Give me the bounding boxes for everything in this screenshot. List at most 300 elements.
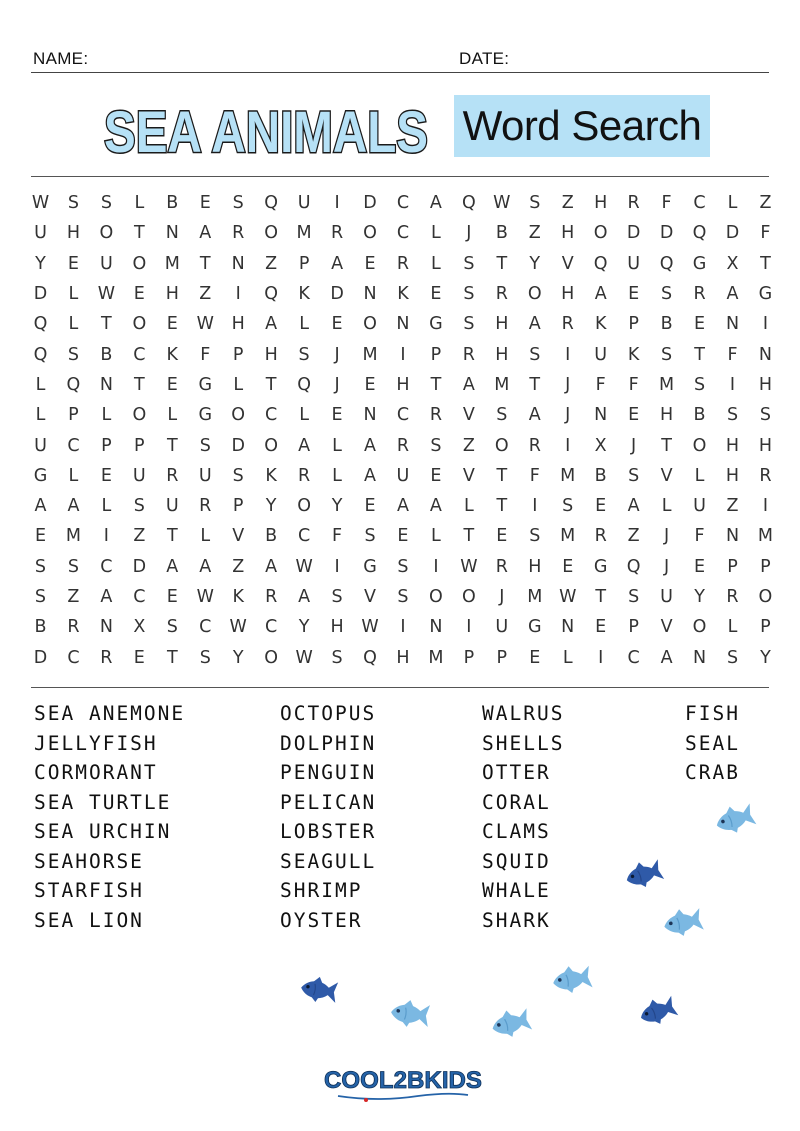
grid-letter: A <box>429 496 442 517</box>
grid-letter: E <box>694 314 706 335</box>
grid-letter: I <box>466 617 472 638</box>
grid-letter: T <box>496 253 508 274</box>
word-item: SEA URCHIN <box>34 820 172 843</box>
grid-letter: B <box>166 193 179 214</box>
grid-row <box>24 279 782 309</box>
grid-letter: F <box>332 526 343 547</box>
grid-letter: P <box>101 435 112 456</box>
grid-letter: L <box>727 617 738 638</box>
grid-letter: A <box>331 253 344 274</box>
grid-letter: E <box>199 193 211 214</box>
title-block <box>0 94 800 165</box>
grid-letter: O <box>132 405 147 426</box>
grid-letter: H <box>758 435 773 456</box>
grid-letter: K <box>232 587 244 607</box>
grid-letter: N <box>725 526 740 547</box>
name-date-line <box>31 72 769 73</box>
grid-letter: H <box>495 344 509 365</box>
grid-letter: L <box>167 405 178 426</box>
grid-letter: H <box>725 465 740 486</box>
grid-letter: O <box>494 435 509 456</box>
grid-letter: L <box>68 465 79 486</box>
grid-letter: O <box>231 405 246 426</box>
grid-letter: R <box>693 284 706 305</box>
grid-letter: G <box>758 284 773 305</box>
fish-icon <box>660 905 704 941</box>
grid-letter: T <box>595 587 607 607</box>
fish-icon <box>622 858 664 892</box>
grid-letter: O <box>593 223 608 244</box>
grid-letter: H <box>660 405 674 426</box>
grid-letter: F <box>661 193 672 214</box>
grid-row <box>24 249 782 279</box>
grid-letter: R <box>330 223 344 244</box>
grid-letter: M <box>494 374 510 395</box>
word-item: WALRUS <box>482 702 565 725</box>
grid-letter: T <box>496 465 508 486</box>
grid-letter: L <box>68 284 79 305</box>
grid-letter: E <box>694 556 706 577</box>
grid-letter: E <box>628 284 640 305</box>
grid-letter: Q <box>363 647 377 668</box>
grid-letter: M <box>659 374 675 395</box>
grid-letter: L <box>463 496 474 517</box>
grid-letter: I <box>103 526 109 547</box>
logo-swoosh <box>338 1094 468 1099</box>
grid-letter: M <box>560 465 576 486</box>
grid-letter: C <box>627 647 640 668</box>
grid-letter: S <box>628 587 640 607</box>
date-label: DATE: <box>459 49 510 68</box>
word-item: SEAGULL <box>280 849 377 873</box>
grid-letter: T <box>166 647 178 668</box>
grid-letter: E <box>430 284 442 305</box>
grid-row <box>24 218 782 248</box>
grid-letter: M <box>296 223 312 244</box>
grid-letter: P <box>430 344 442 365</box>
grid-letter: Y <box>760 647 771 668</box>
grid-letter: E <box>364 496 376 517</box>
grid-letter: A <box>364 465 376 486</box>
grid-letter: A <box>199 556 212 577</box>
word-item: OCTOPUS <box>280 702 377 725</box>
word-column-3 <box>482 699 564 935</box>
grid-letter: A <box>199 223 212 244</box>
grid-letter: I <box>762 314 769 335</box>
grid-row <box>24 339 782 369</box>
grid-letter: H <box>66 223 81 244</box>
grid-letter: Z <box>627 526 640 547</box>
grid-letter: L <box>134 193 145 214</box>
grid-letter: W <box>361 617 379 638</box>
grid-letter: O <box>264 435 279 456</box>
grid-letter: P <box>727 556 738 577</box>
title-svg <box>102 100 432 165</box>
grid-letter: T <box>496 496 508 517</box>
grid-letter: E <box>430 465 442 486</box>
grid-letter: P <box>298 253 310 274</box>
grid-letter: L <box>332 435 342 456</box>
grid-letter: A <box>100 587 113 607</box>
grid-letter: G <box>198 374 213 395</box>
grid-letter: F <box>760 223 771 244</box>
grid-letter: W <box>196 314 214 335</box>
grid-row <box>24 461 782 491</box>
grid-letter: M <box>560 526 576 547</box>
grid-letter: S <box>397 556 409 577</box>
grid-row <box>24 491 782 521</box>
grid-letter: C <box>396 405 410 426</box>
grid-letter: T <box>166 526 178 547</box>
word-column-1 <box>34 699 185 935</box>
grid-letter: A <box>265 556 278 577</box>
grid-letter: M <box>362 344 378 365</box>
grid-letter: J <box>664 526 670 547</box>
grid-letter: Q <box>626 556 641 577</box>
grid-letter: E <box>100 465 112 486</box>
grid-letter: A <box>298 587 311 607</box>
grid-letter: S <box>199 647 211 668</box>
grid-letter: S <box>166 617 178 638</box>
grid-letter: I <box>565 344 571 365</box>
fish-icon <box>548 962 594 998</box>
grid-letter: I <box>729 374 736 395</box>
grid-letter: G <box>593 556 608 577</box>
grid-letter: J <box>565 374 571 395</box>
grid-letter: Q <box>264 193 279 214</box>
grid-letter: L <box>431 253 441 274</box>
grid-letter: E <box>166 314 178 335</box>
grid-letter: L <box>332 465 342 486</box>
word-item: JELLYFISH <box>34 731 158 755</box>
logo-dot <box>364 1098 368 1102</box>
grid-letter: W <box>295 556 313 577</box>
grid-letter: M <box>757 526 773 547</box>
grid-letter: B <box>265 526 278 547</box>
grid-letter: T <box>166 435 178 456</box>
grid-letter: Y <box>232 647 244 668</box>
grid-letter: O <box>99 223 114 244</box>
grid-letter: V <box>232 526 245 547</box>
letter-grid <box>24 188 782 673</box>
grid-letter: F <box>727 344 738 365</box>
grid-letter: T <box>133 374 145 395</box>
word-item: SEA ANEMONE <box>34 702 186 725</box>
grid-letter: H <box>758 374 773 395</box>
grid-letter: U <box>34 435 47 456</box>
grid-letter: U <box>297 193 311 214</box>
grid-letter: I <box>400 617 406 638</box>
grid-letter: O <box>132 253 147 274</box>
grid-letter: R <box>67 617 80 638</box>
grid-letter: E <box>34 526 46 547</box>
grid-letter: S <box>562 496 574 517</box>
word-item: PELICAN <box>280 790 377 814</box>
grid-letter: J <box>466 223 472 244</box>
grid-letter: J <box>499 587 505 607</box>
grid-letter: F <box>628 374 639 395</box>
grid-letter: B <box>693 405 706 426</box>
grid-letter: V <box>660 465 673 486</box>
grid-letter: Q <box>593 253 608 274</box>
grid-letter: T <box>529 374 541 395</box>
grid-row <box>24 400 782 430</box>
word-item: SHELLS <box>482 731 565 755</box>
grid-letter: E <box>67 253 79 274</box>
grid-letter: V <box>462 465 475 486</box>
grid-letter: O <box>692 617 707 638</box>
grid-letter: L <box>661 496 672 517</box>
grid-letter: K <box>397 284 409 305</box>
grid-letter: E <box>496 526 508 547</box>
grid-letter: R <box>561 314 574 335</box>
grid-letter: R <box>298 465 311 486</box>
grid-letter: Q <box>33 314 48 335</box>
grid-letter: K <box>627 344 640 365</box>
grid-letter: N <box>594 405 608 426</box>
grid-letter: S <box>661 284 673 305</box>
grid-letter: O <box>461 587 476 607</box>
word-column-2 <box>280 699 376 935</box>
grid-letter: F <box>529 465 540 486</box>
grid-letter: X <box>726 253 739 274</box>
word-item: OYSTER <box>280 908 363 932</box>
word-item: CLAMS <box>482 820 551 843</box>
grid-letter: O <box>363 314 377 335</box>
grid-letter: E <box>364 374 376 395</box>
grid-letter: Z <box>133 526 146 547</box>
grid-letter: H <box>165 284 179 305</box>
word-item: SQUID <box>482 849 551 873</box>
grid-letter: W <box>229 617 247 638</box>
grid-letter: S <box>463 314 475 335</box>
grid-letter: H <box>330 617 344 638</box>
grid-letter: S <box>331 587 343 607</box>
grid-letter: R <box>396 435 410 456</box>
grid-letter: O <box>429 587 443 607</box>
grid-row <box>24 309 782 339</box>
grid-letter: A <box>660 647 673 668</box>
grid-letter: W <box>460 556 478 577</box>
grid-letter: H <box>495 314 509 335</box>
grid-letter: L <box>101 496 112 517</box>
grid-letter: T <box>101 314 112 335</box>
grid-letter: M <box>65 526 81 547</box>
grid-letter: I <box>433 556 439 577</box>
fish-icon <box>487 1006 533 1042</box>
grid-letter: T <box>661 435 672 456</box>
grid-letter: L <box>233 374 244 395</box>
grid-row <box>24 370 782 400</box>
grid-letter: B <box>100 344 113 365</box>
grid-letter: A <box>528 405 541 426</box>
word-item: FISH <box>685 702 740 725</box>
grid-letter: R <box>396 253 410 274</box>
grid-letter: G <box>527 617 542 638</box>
fish-icon <box>712 802 756 838</box>
grid-letter: I <box>334 556 340 577</box>
fish-icon <box>297 973 339 1007</box>
word-item: SEA LION <box>34 908 144 932</box>
grid-letter: C <box>67 435 80 456</box>
grid-letter: J <box>565 405 571 426</box>
grid-letter: P <box>134 435 145 456</box>
grid-letter: R <box>199 496 212 517</box>
grid-letter: P <box>760 617 771 638</box>
grid-letter: K <box>166 344 179 365</box>
grid-letter: J <box>334 374 340 395</box>
grid-letter: E <box>133 647 145 668</box>
grid-letter: P <box>68 405 79 426</box>
grid-letter: T <box>760 253 771 274</box>
grid-letter: T <box>694 344 705 365</box>
grid-letter: N <box>429 617 443 638</box>
grid-letter: D <box>132 556 147 577</box>
grid-letter: X <box>594 435 607 456</box>
word-item: CORMORANT <box>34 761 158 784</box>
grid-letter: S <box>34 587 47 607</box>
grid-row <box>24 642 782 672</box>
word-item: CRAB <box>685 761 740 784</box>
grid-letter: L <box>431 223 441 244</box>
grid-letter: I <box>532 496 538 517</box>
grid-letter: A <box>34 496 47 517</box>
grid-letter: O <box>297 496 311 517</box>
grid-letter: E <box>628 405 640 426</box>
grid-letter: E <box>595 496 607 517</box>
grid-letter: Q <box>692 223 707 244</box>
word-item: SHARK <box>482 908 551 932</box>
grid-bottom-rule <box>31 687 769 688</box>
grid-letter: Z <box>265 253 278 274</box>
grid-letter: D <box>725 223 740 244</box>
grid-letter: R <box>232 223 245 244</box>
grid-letter: C <box>265 617 278 638</box>
grid-letter: L <box>431 526 441 547</box>
grid-letter: I <box>334 193 340 214</box>
grid-letter: I <box>598 647 604 668</box>
grid-letter: L <box>35 405 46 426</box>
grid-letter: Q <box>264 284 279 305</box>
grid-letter: E <box>397 526 409 547</box>
grid-letter: W <box>97 284 116 305</box>
grid-letter: D <box>363 193 377 214</box>
grid-letter: S <box>529 526 541 547</box>
grid-letter: L <box>694 465 705 486</box>
grid-letter: U <box>495 617 509 638</box>
word-item: DOLPHIN <box>280 731 377 755</box>
grid-letter: R <box>495 556 508 577</box>
grid-letter: H <box>528 556 542 577</box>
grid-letter: P <box>760 556 771 577</box>
grid-letter: S <box>628 465 640 486</box>
word-item: SEAHORSE <box>34 849 144 873</box>
grid-letter: S <box>661 344 673 365</box>
grid-letter: A <box>166 556 179 577</box>
fish-icon <box>386 996 432 1032</box>
grid-letter: T <box>133 223 145 244</box>
grid-letter: U <box>165 496 179 517</box>
grid-letter: W <box>493 193 511 214</box>
word-item: OTTER <box>482 761 551 784</box>
grid-letter: Q <box>659 253 674 274</box>
word-item: SEAL <box>685 731 740 755</box>
grid-letter: Z <box>67 587 80 607</box>
grid-letter: U <box>660 587 673 607</box>
grid-letter: A <box>67 496 80 517</box>
grid-letter: Z <box>528 223 541 244</box>
grid-letter: U <box>198 465 212 486</box>
grid-letter: E <box>166 374 178 395</box>
grid-letter: W <box>559 587 577 607</box>
grid-row <box>24 552 782 582</box>
grid-letter: K <box>298 284 310 305</box>
grid-letter: F <box>200 344 211 365</box>
grid-letter: E <box>331 405 343 426</box>
grid-row <box>24 430 782 460</box>
grid-letter: P <box>463 647 475 668</box>
grid-letter: E <box>133 284 145 305</box>
grid-letter: Y <box>529 253 541 274</box>
grid-letter: F <box>595 374 606 395</box>
grid-letter: C <box>199 617 212 638</box>
grid-letter: R <box>528 435 541 456</box>
grid-letter: S <box>496 405 508 426</box>
grid-letter: D <box>330 284 344 305</box>
word-column-4 <box>685 699 740 788</box>
grid-letter: L <box>727 193 738 214</box>
grid-letter: U <box>34 223 47 244</box>
grid-letter: H <box>561 223 575 244</box>
grid-letter: K <box>265 465 277 486</box>
grid-letter: S <box>100 193 112 214</box>
grid-letter: H <box>396 647 410 668</box>
grid-letter: R <box>726 587 739 607</box>
name-label: NAME: <box>33 49 89 68</box>
grid-letter: G <box>33 465 48 486</box>
grid-letter: J <box>664 556 670 577</box>
grid-letter: D <box>33 647 48 668</box>
grid-letter: C <box>265 405 278 426</box>
grid-letter: J <box>334 344 340 365</box>
grid-letter: Z <box>199 284 212 305</box>
grid-letter: E <box>529 647 541 668</box>
grid-letter: J <box>631 435 637 456</box>
grid-letter: U <box>693 496 706 517</box>
grid-letter: N <box>363 284 377 305</box>
grid-letter: B <box>495 223 508 244</box>
grid-letter: H <box>231 314 245 335</box>
grid-letter: P <box>232 344 244 365</box>
word-item: SEA TURTLE <box>34 790 172 814</box>
grid-letter: O <box>264 223 279 244</box>
grid-letter: E <box>562 556 574 577</box>
grid-letter: A <box>265 314 278 335</box>
grid-letter: U <box>396 465 410 486</box>
grid-letter: V <box>364 587 376 607</box>
grid-letter: D <box>33 284 48 305</box>
grid-letter: O <box>692 435 707 456</box>
grid-letter: L <box>299 405 309 426</box>
grid-letter: D <box>659 223 674 244</box>
grid-letter: N <box>363 405 377 426</box>
grid-letter: Q <box>33 344 48 365</box>
grid-letter: C <box>133 587 146 607</box>
grid-letter: S <box>331 647 343 668</box>
grid-letter: Y <box>331 496 343 517</box>
cool2bkids-logo <box>318 1062 488 1104</box>
grid-letter: S <box>759 405 771 426</box>
